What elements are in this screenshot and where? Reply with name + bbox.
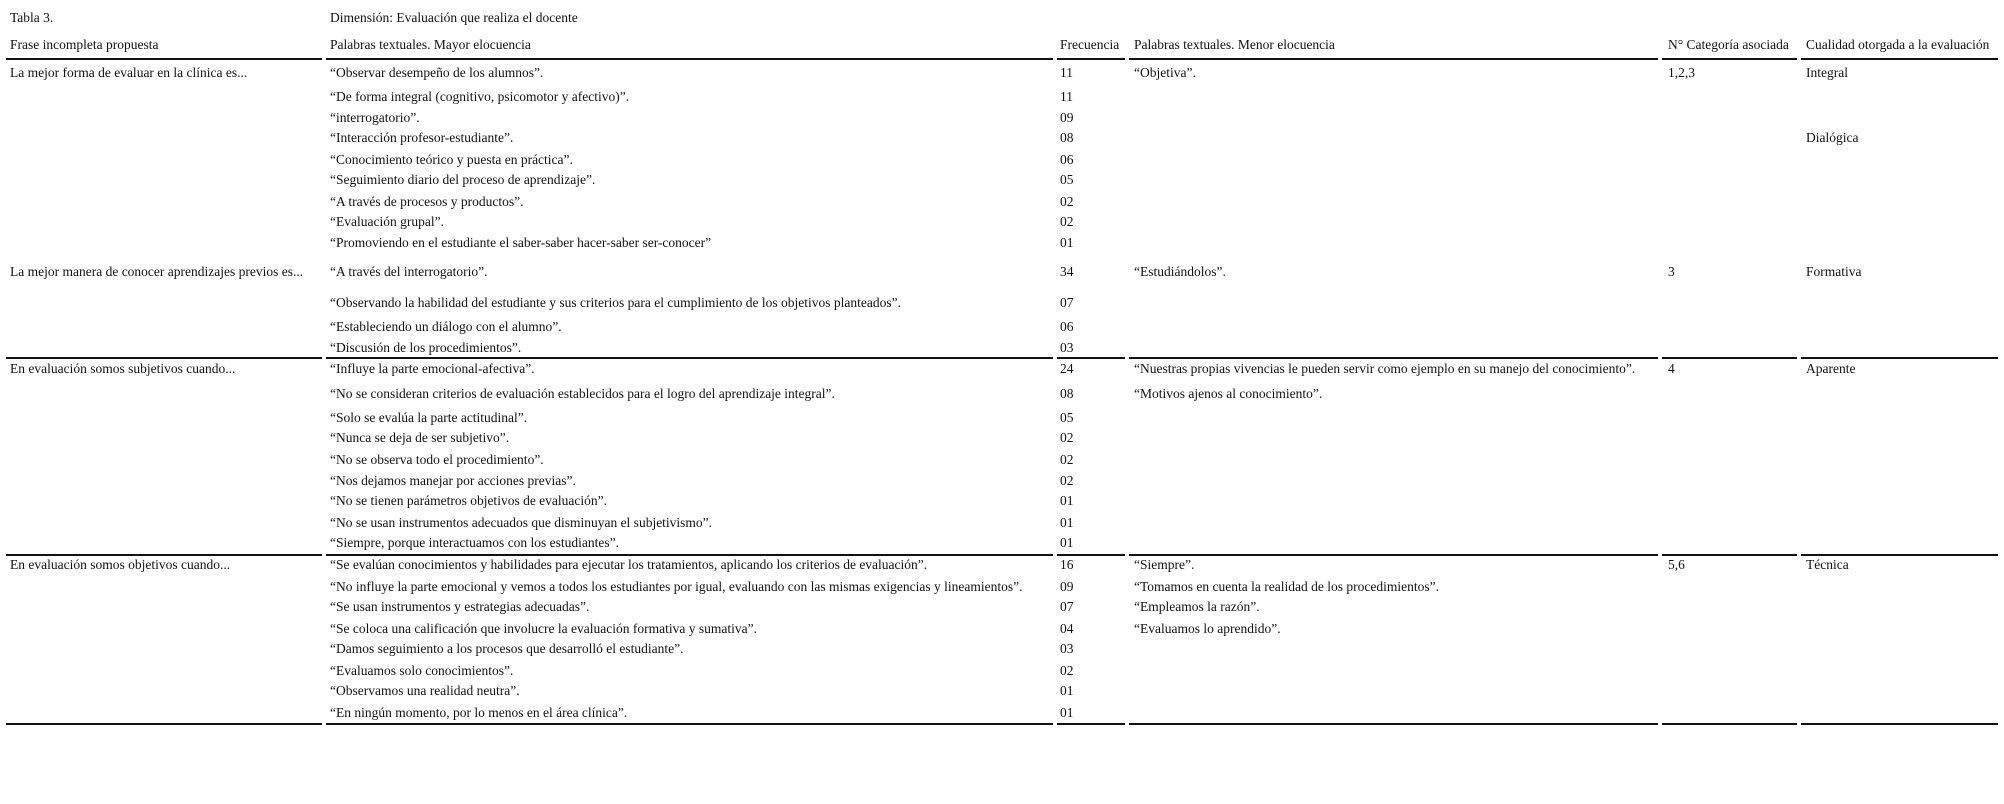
response-text: “No se consideran criterios de evaluación establecidos para el logro del aprendizaje integral”. bbox=[330, 386, 835, 401]
header-mayor-elocuencia: Palabras textuales. Mayor elocuencia bbox=[330, 37, 531, 52]
response-text: “De forma integral (cognitivo, psicomotor y afectivo)”. bbox=[330, 89, 630, 104]
table-rule bbox=[6, 723, 322, 725]
response-text: “Nunca se deja de ser subjetivo”. bbox=[330, 430, 510, 445]
table-rule bbox=[1057, 357, 1125, 359]
frequency: 09 bbox=[1060, 579, 1074, 594]
frequency: 01 bbox=[1060, 535, 1074, 550]
low-eloquence-text: “Objetiva”. bbox=[1134, 65, 1196, 80]
frequency: 02 bbox=[1060, 473, 1074, 488]
table-rule bbox=[1801, 723, 1998, 725]
frequency: 34 bbox=[1060, 264, 1074, 279]
low-eloquence-text: “Motivos ajenos al conocimiento”. bbox=[1134, 386, 1323, 401]
frequency: 03 bbox=[1060, 641, 1074, 656]
response-text: “Estableciendo un diálogo con el alumno”. bbox=[330, 319, 562, 334]
incomplete-phrase: En evaluación somos subjetivos cuando... bbox=[10, 361, 236, 376]
table-rule bbox=[326, 723, 1053, 725]
table-rule bbox=[326, 554, 1053, 556]
quality: Formativa bbox=[1806, 264, 1862, 279]
response-text: “Conocimiento teórico y puesta en práctica”. bbox=[330, 152, 573, 167]
quality: Aparente bbox=[1806, 361, 1856, 376]
quality: Integral bbox=[1806, 65, 1848, 80]
low-eloquence-text: “Evaluamos lo aprendido”. bbox=[1134, 621, 1281, 636]
low-eloquence-text: “Empleamos la razón”. bbox=[1134, 599, 1260, 614]
table-rule bbox=[1057, 723, 1125, 725]
table-rule bbox=[1129, 723, 1658, 725]
response-text: “Seguimiento diario del proceso de aprendizaje”. bbox=[330, 172, 596, 187]
response-text: “Observamos una realidad neutra”. bbox=[330, 683, 520, 698]
table-rule bbox=[6, 58, 322, 60]
frequency: 02 bbox=[1060, 452, 1074, 467]
header-categoria: N° Categoría asociada bbox=[1668, 37, 1789, 52]
table-rule bbox=[326, 357, 1053, 359]
frequency: 06 bbox=[1060, 152, 1074, 167]
table-rule bbox=[1057, 58, 1125, 60]
table-rule bbox=[1801, 554, 1998, 556]
response-text: “Observando la habilidad del estudiante y sus criterios para el cumplimiento de los objetivos planteados”. bbox=[330, 295, 901, 310]
frequency: 03 bbox=[1060, 340, 1074, 355]
response-text: “Evaluamos solo conocimientos”. bbox=[330, 663, 514, 678]
response-text: “Se usan instrumentos y estrategias adecuadas”. bbox=[330, 599, 590, 614]
response-text: “Se coloca una calificación que involucre la evaluación formativa y sumativa”. bbox=[330, 621, 757, 636]
table-rule bbox=[1129, 357, 1658, 359]
frequency: 02 bbox=[1060, 663, 1074, 678]
response-text: “Influye la parte emocional-afectiva”. bbox=[330, 361, 535, 376]
frequency: 02 bbox=[1060, 214, 1074, 229]
table-label: Tabla 3. bbox=[10, 10, 54, 25]
response-text: “Se evalúan conocimientos y habilidades para ejecutar los tratamientos, aplicando los criterios de evaluación”. bbox=[330, 557, 928, 572]
response-text: “Interacción profesor-estudiante”. bbox=[330, 130, 514, 145]
frequency: 09 bbox=[1060, 110, 1074, 125]
category-number: 4 bbox=[1668, 361, 1675, 376]
response-text: “No se tienen parámetros objetivos de evaluación”. bbox=[330, 493, 608, 508]
low-eloquence-text: “Estudiándolos”. bbox=[1134, 264, 1226, 279]
table-rule bbox=[1129, 58, 1658, 60]
frequency: 08 bbox=[1060, 130, 1074, 145]
table-rule bbox=[6, 357, 322, 359]
header-cualidad: Cualidad otorgada a la evaluación bbox=[1806, 37, 1990, 52]
response-text: “Evaluación grupal”. bbox=[330, 214, 444, 229]
response-text: “Observar desempeño de los alumnos”. bbox=[330, 65, 544, 80]
table-rule bbox=[326, 58, 1053, 60]
table-rule bbox=[1801, 58, 1998, 60]
response-text: “Nos dejamos manejar por acciones previas”. bbox=[330, 473, 576, 488]
table-rule bbox=[1662, 58, 1797, 60]
frequency: 16 bbox=[1060, 557, 1074, 572]
table-rule bbox=[1662, 554, 1797, 556]
frequency: 11 bbox=[1060, 65, 1073, 80]
response-text: “En ningún momento, por lo menos en el área clínica”. bbox=[330, 705, 628, 720]
frequency: 06 bbox=[1060, 319, 1074, 334]
frequency: 01 bbox=[1060, 515, 1074, 530]
frequency: 07 bbox=[1060, 295, 1074, 310]
category-number: 1,2,3 bbox=[1668, 65, 1695, 80]
frequency: 11 bbox=[1060, 89, 1073, 104]
frequency: 07 bbox=[1060, 599, 1074, 614]
header-frase: Frase incompleta propuesta bbox=[10, 37, 159, 52]
response-text: “No se observa todo el procedimiento”. bbox=[330, 452, 544, 467]
table-rule bbox=[1129, 554, 1658, 556]
response-text: “Siempre, porque interactuamos con los estudiantes”. bbox=[330, 535, 620, 550]
frequency: 01 bbox=[1060, 705, 1074, 720]
table-rule bbox=[1057, 554, 1125, 556]
frequency: 05 bbox=[1060, 172, 1074, 187]
table-rule bbox=[1662, 723, 1797, 725]
incomplete-phrase: La mejor manera de conocer aprendizajes previos es... bbox=[10, 264, 304, 279]
response-text: “No influye la parte emocional y vemos a todos los estudiantes por igual, evaluando con las mismas exigencias y lineamientos”. bbox=[330, 579, 1023, 594]
frequency: 01 bbox=[1060, 235, 1074, 250]
response-text: “interrogatorio”. bbox=[330, 110, 420, 125]
low-eloquence-text: “Nuestras propias vivencias le pueden servir como ejemplo en su manejo del conocimiento”. bbox=[1134, 361, 1636, 376]
table-rule bbox=[1801, 357, 1998, 359]
frequency: 04 bbox=[1060, 621, 1074, 636]
header-menor-elocuencia: Palabras textuales. Menor elocuencia bbox=[1134, 37, 1335, 52]
low-eloquence-text: “Siempre”. bbox=[1134, 557, 1195, 572]
incomplete-phrase: En evaluación somos objetivos cuando... bbox=[10, 557, 231, 572]
response-text: “Discusión de los procedimientos”. bbox=[330, 340, 522, 355]
quality: Técnica bbox=[1806, 557, 1849, 572]
dimension-title: Dimensión: Evaluación que realiza el docente bbox=[330, 10, 578, 25]
frequency: 05 bbox=[1060, 410, 1074, 425]
response-text: “Damos seguimiento a los procesos que desarrolló el estudiante”. bbox=[330, 641, 684, 656]
category-number: 5,6 bbox=[1668, 557, 1685, 572]
frequency: 08 bbox=[1060, 386, 1074, 401]
response-text: “Promoviendo en el estudiante el saber-saber hacer-saber ser-conocer” bbox=[330, 235, 712, 250]
frequency: 01 bbox=[1060, 493, 1074, 508]
frequency: 02 bbox=[1060, 430, 1074, 445]
frequency: 01 bbox=[1060, 683, 1074, 698]
response-text: “A través de procesos y productos”. bbox=[330, 194, 524, 209]
response-text: “A través del interrogatorio”. bbox=[330, 264, 488, 279]
response-text: “No se usan instrumentos adecuados que disminuyan el subjetivismo”. bbox=[330, 515, 713, 530]
frequency: 24 bbox=[1060, 361, 1074, 376]
response-text: “Solo se evalúa la parte actitudinal”. bbox=[330, 410, 528, 425]
header-frecuencia: Frecuencia bbox=[1060, 37, 1120, 52]
incomplete-phrase: La mejor forma de evaluar en la clínica es... bbox=[10, 65, 248, 80]
table-rule bbox=[6, 554, 322, 556]
quality: Dialógica bbox=[1806, 130, 1859, 145]
low-eloquence-text: “Tomamos en cuenta la realidad de los procedimientos”. bbox=[1134, 579, 1439, 594]
category-number: 3 bbox=[1668, 264, 1675, 279]
table-rule bbox=[1662, 357, 1797, 359]
frequency: 02 bbox=[1060, 194, 1074, 209]
